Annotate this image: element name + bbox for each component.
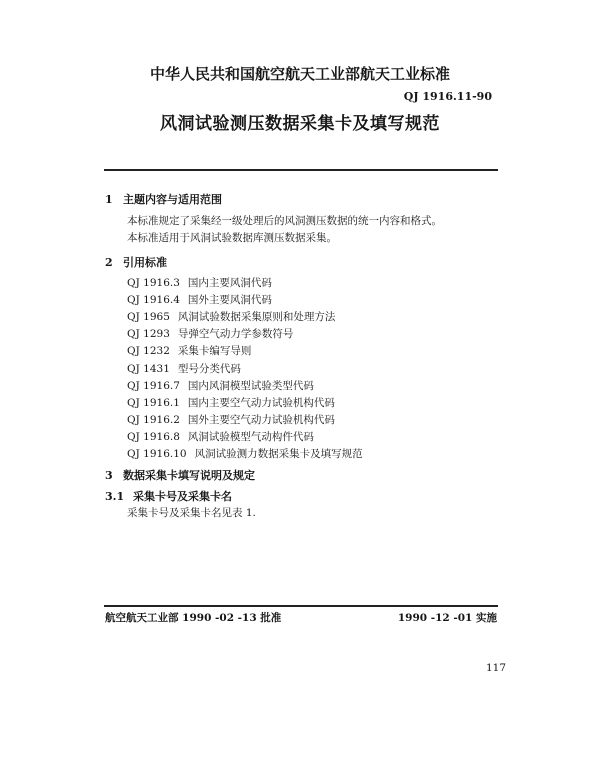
- reference-code: QJ 1232: [127, 345, 170, 358]
- standard-code: QJ 1916.11-90: [403, 90, 492, 103]
- reference-code: QJ 1916.1: [127, 396, 180, 409]
- footer-rule: [104, 605, 498, 607]
- reference-name: 采集卡编写导则: [177, 345, 252, 358]
- paragraph: 本标准规定了采集经一级处理后的风洞测压数据的统一内容和格式。: [127, 215, 442, 227]
- reference-item: [127, 415, 335, 426]
- section-3-heading: [105, 470, 255, 481]
- reference-code: QJ 1431: [127, 362, 170, 375]
- section-number: 1: [105, 193, 113, 206]
- reference-name: 风洞试验测力数据采集卡及填写规范: [194, 448, 363, 460]
- reference-name: 国内风洞模型试验类型代码: [187, 379, 314, 392]
- reference-item: [127, 398, 335, 409]
- reference-item: [127, 381, 314, 392]
- approval-date: 航空航天工业部 1990 -02 -13 批准: [105, 612, 282, 624]
- reference-name: 导弹空气动力学参数符号: [177, 328, 294, 341]
- reference-name: 国内主要风洞代码: [187, 277, 272, 289]
- reference-name: 风洞试验模型气动构件代码: [187, 430, 314, 443]
- issuer-heading: 中华人民共和国航空航天工业部航天工业标准: [149, 65, 450, 83]
- paragraph: 本标准适用于风洞试验数据库测压数据采集。: [127, 232, 337, 244]
- reference-item: [127, 432, 314, 443]
- section-2-heading: [105, 257, 167, 268]
- section-title: 引用标准: [123, 256, 167, 269]
- reference-code: QJ 1916.2: [127, 413, 180, 426]
- section-title: 采集卡号及采集卡名: [133, 490, 232, 503]
- section-title: 数据采集卡填写说明及规定: [123, 469, 255, 482]
- page-number: 117: [486, 662, 507, 674]
- section-title: 主题内容与适用范围: [123, 193, 222, 206]
- section-number: 3.1: [105, 490, 125, 503]
- reference-name: 国外主要空气动力试验机构代码: [187, 413, 335, 426]
- reference-code: QJ 1916.10: [127, 448, 187, 460]
- reference-code: QJ 1916.8: [127, 430, 180, 443]
- reference-code: QJ 1293: [127, 328, 170, 341]
- reference-item: [127, 329, 293, 340]
- reference-name: 风洞试验数据采集原则和处理方法: [177, 311, 336, 324]
- reference-name: 国内主要空气动力试验机构代码: [187, 396, 335, 409]
- reference-item: [127, 278, 272, 289]
- section-3-1-heading: [105, 491, 232, 502]
- effective-date: 1990 -12 -01 实施: [397, 612, 497, 624]
- reference-item: [127, 346, 251, 357]
- section-number: 3: [105, 469, 113, 482]
- section-number: 2: [105, 256, 113, 269]
- reference-item: [127, 449, 363, 460]
- reference-name: 国外主要风洞代码: [187, 294, 272, 307]
- reference-code: QJ 1965: [127, 311, 170, 324]
- section-1-heading: [105, 194, 222, 205]
- reference-item: [127, 295, 272, 306]
- reference-code: QJ 1916.3: [127, 277, 180, 289]
- reference-code: QJ 1916.4: [127, 294, 180, 307]
- document-title: 风洞试验测压数据采集卡及填写规范: [160, 114, 440, 134]
- paragraph: 采集卡号及采集卡名见表 1.: [127, 507, 256, 519]
- reference-item: [127, 364, 241, 375]
- reference-code: QJ 1916.7: [127, 379, 180, 392]
- reference-name: 型号分类代码: [177, 362, 241, 375]
- reference-item: [127, 312, 335, 323]
- header-rule: [104, 169, 498, 171]
